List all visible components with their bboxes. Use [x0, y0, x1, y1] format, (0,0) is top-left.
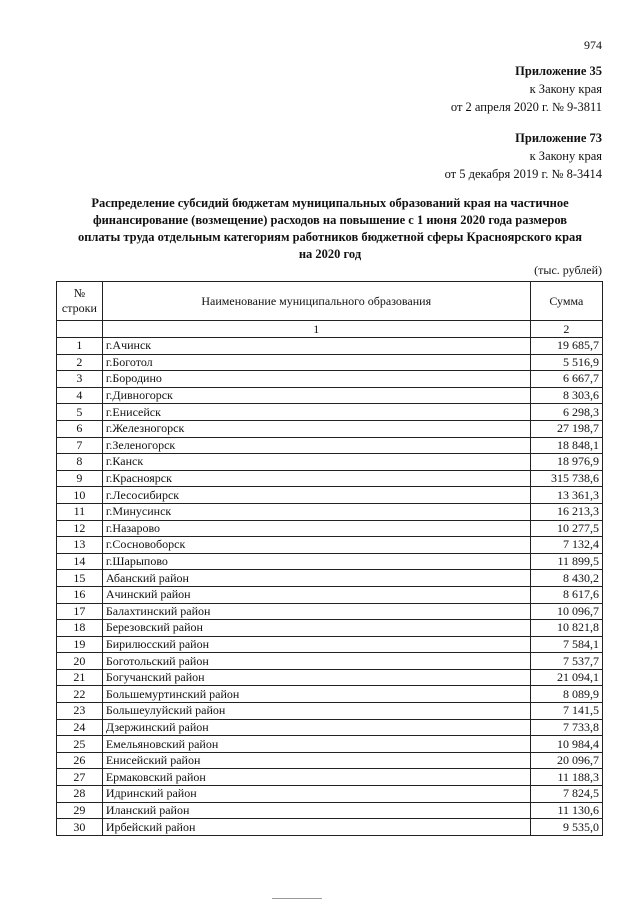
table-index-row [57, 321, 603, 338]
row-number-cell: 26 [57, 752, 103, 769]
municipality-name-cell: Ирбейский район [102, 819, 530, 836]
municipality-name-cell: г.Назарово [102, 520, 530, 537]
amount-cell: 8 089,9 [530, 686, 602, 703]
amount-cell: 13 361,3 [530, 487, 602, 504]
row-number-cell: 4 [57, 387, 103, 404]
municipality-name-cell: Иланский район [102, 802, 530, 819]
municipality-name-cell: Балахтинский район [102, 603, 530, 620]
municipality-name-cell: Боготольский район [102, 653, 530, 670]
amount-cell: 7 141,5 [530, 703, 602, 720]
municipality-name-cell: Бирилюсский район [102, 636, 530, 653]
table-row [57, 420, 603, 437]
municipality-name-cell: г.Ачинск [102, 338, 530, 355]
table-row [57, 404, 603, 421]
amount-cell: 315 738,6 [530, 470, 602, 487]
appendix-current-title: Приложение 35 [515, 64, 602, 78]
row-number-cell: 18 [57, 620, 103, 637]
municipality-name-cell: г.Енисейск [102, 404, 530, 421]
row-number-cell: 29 [57, 802, 103, 819]
table-row [57, 553, 603, 570]
municipality-name-cell: Ермаковский район [102, 769, 530, 786]
appendix-original-title: Приложение 73 [515, 131, 602, 145]
document-title-line: оплаты труда отдельным категориям работников бюджетной сферы Красноярского края [77, 230, 583, 244]
row-number-cell: 15 [57, 570, 103, 587]
row-number-cell: 3 [57, 371, 103, 388]
table-row [57, 503, 603, 520]
appendix-current-header [451, 62, 602, 116]
amount-cell: 21 094,1 [530, 669, 602, 686]
header-municipality-name: Наименование муниципального образования [102, 282, 530, 321]
municipality-name-cell: Березовский район [102, 620, 530, 637]
document-title-line: финансирование (возмещение) расходов на повышение с 1 июня 2020 года размеров [92, 213, 568, 227]
amount-cell: 18 848,1 [530, 437, 602, 454]
row-number-cell: 27 [57, 769, 103, 786]
table-row [57, 470, 603, 487]
table-row [57, 586, 603, 603]
municipality-name-cell: Большеулуйский район [102, 703, 530, 720]
table-row [57, 703, 603, 720]
row-number-cell: 8 [57, 454, 103, 471]
municipality-name-cell: г.Минусинск [102, 503, 530, 520]
amount-cell: 16 213,3 [530, 503, 602, 520]
municipality-name-cell: г.Сосновоборск [102, 537, 530, 554]
row-number-cell: 20 [57, 653, 103, 670]
row-number-cell: 19 [57, 636, 103, 653]
amount-cell: 7 733,8 [530, 719, 602, 736]
appendix-original-header [445, 129, 602, 183]
table-row [57, 354, 603, 371]
amount-cell: 10 096,7 [530, 603, 602, 620]
municipality-name-cell: г.Канск [102, 454, 530, 471]
municipality-name-cell: г.Железногорск [102, 420, 530, 437]
table-row [57, 520, 603, 537]
row-number-cell: 24 [57, 719, 103, 736]
row-number-cell: 2 [57, 354, 103, 371]
amount-cell: 10 821,8 [530, 620, 602, 637]
table-row [57, 786, 603, 803]
table-row [57, 736, 603, 753]
row-number-cell: 16 [57, 586, 103, 603]
index-cell-name: 1 [102, 321, 530, 338]
document-title-line: Распределение субсидий бюджетам муниципальных образований края на частичное [91, 196, 569, 210]
row-number-cell: 12 [57, 520, 103, 537]
municipality-name-cell: Идринский район [102, 786, 530, 803]
row-number-cell: 7 [57, 437, 103, 454]
amount-cell: 11 899,5 [530, 553, 602, 570]
row-number-cell: 22 [57, 686, 103, 703]
amount-cell: 5 516,9 [530, 354, 602, 371]
table-row [57, 752, 603, 769]
table-row [57, 603, 603, 620]
municipality-name-cell: г.Зеленогорск [102, 437, 530, 454]
municipality-name-cell: г.Шарыпово [102, 553, 530, 570]
amount-cell: 6 298,3 [530, 404, 602, 421]
table-row [57, 454, 603, 471]
table-row [57, 437, 603, 454]
table-row [57, 669, 603, 686]
table-row [57, 371, 603, 388]
table-row [57, 769, 603, 786]
page-number: 974 [584, 38, 602, 52]
amount-cell: 11 188,3 [530, 769, 602, 786]
table-row [57, 819, 603, 836]
table-row [57, 802, 603, 819]
municipality-name-cell: г.Лесосибирск [102, 487, 530, 504]
amount-cell: 9 535,0 [530, 819, 602, 836]
document-title [60, 195, 600, 263]
subsidy-table [56, 281, 603, 836]
table-header-row [57, 282, 603, 321]
municipality-name-cell: г.Красноярск [102, 470, 530, 487]
amount-cell: 27 198,7 [530, 420, 602, 437]
amount-cell: 7 584,1 [530, 636, 602, 653]
municipality-name-cell: Абанский район [102, 570, 530, 587]
table-row [57, 653, 603, 670]
municipality-name-cell: Богучанский район [102, 669, 530, 686]
amount-cell: 8 303,6 [530, 387, 602, 404]
table-row [57, 620, 603, 637]
municipality-name-cell: Дзержинский район [102, 719, 530, 736]
table-body [57, 338, 603, 836]
table-row [57, 387, 603, 404]
row-number-cell: 13 [57, 537, 103, 554]
row-number-cell: 23 [57, 703, 103, 720]
header-row-number: № строки [57, 282, 103, 321]
table-row [57, 537, 603, 554]
amount-cell: 8 617,6 [530, 586, 602, 603]
amount-cell: 20 096,7 [530, 752, 602, 769]
row-number-cell: 5 [57, 404, 103, 421]
amount-cell: 8 430,2 [530, 570, 602, 587]
row-number-cell: 10 [57, 487, 103, 504]
units-label: (тыс. рублей) [534, 263, 602, 277]
amount-cell: 7 537,7 [530, 653, 602, 670]
municipality-name-cell: г.Боготол [102, 354, 530, 371]
appendix-current-law-ref: к Закону края [529, 82, 602, 96]
header-amount: Сумма [530, 282, 602, 321]
municipality-name-cell: г.Бородино [102, 371, 530, 388]
index-cell-empty [57, 321, 103, 338]
amount-cell: 7 824,5 [530, 786, 602, 803]
row-number-cell: 6 [57, 420, 103, 437]
table-row [57, 338, 603, 355]
row-number-cell: 11 [57, 503, 103, 520]
table-row [57, 686, 603, 703]
document-title-line: на 2020 год [298, 247, 362, 261]
municipality-name-cell: Енисейский район [102, 752, 530, 769]
amount-cell: 10 984,4 [530, 736, 602, 753]
index-cell-sum: 2 [530, 321, 602, 338]
row-number-cell: 9 [57, 470, 103, 487]
appendix-current-date: от 2 апреля 2020 г. № 9-3811 [450, 100, 602, 114]
municipality-name-cell: Емельяновский район [102, 736, 530, 753]
municipality-name-cell: Ачинский район [102, 586, 530, 603]
municipality-name-cell: Большемуртинский район [102, 686, 530, 703]
row-number-cell: 28 [57, 786, 103, 803]
appendix-original-date: от 5 декабря 2019 г. № 8-3414 [444, 167, 602, 181]
amount-cell: 7 132,4 [530, 537, 602, 554]
table-row [57, 719, 603, 736]
amount-cell: 6 667,7 [530, 371, 602, 388]
table-row [57, 487, 603, 504]
municipality-name-cell: г.Дивногорск [102, 387, 530, 404]
amount-cell: 18 976,9 [530, 454, 602, 471]
amount-cell: 10 277,5 [530, 520, 602, 537]
row-number-cell: 30 [57, 819, 103, 836]
appendix-original-law-ref: к Закону края [529, 149, 602, 163]
row-number-cell: 17 [57, 603, 103, 620]
row-number-cell: 14 [57, 553, 103, 570]
row-number-cell: 21 [57, 669, 103, 686]
amount-cell: 11 130,6 [530, 802, 602, 819]
footer-line [272, 898, 322, 899]
amount-cell: 19 685,7 [530, 338, 602, 355]
row-number-cell: 1 [57, 338, 103, 355]
table-row [57, 570, 603, 587]
row-number-cell: 25 [57, 736, 103, 753]
table-row [57, 636, 603, 653]
